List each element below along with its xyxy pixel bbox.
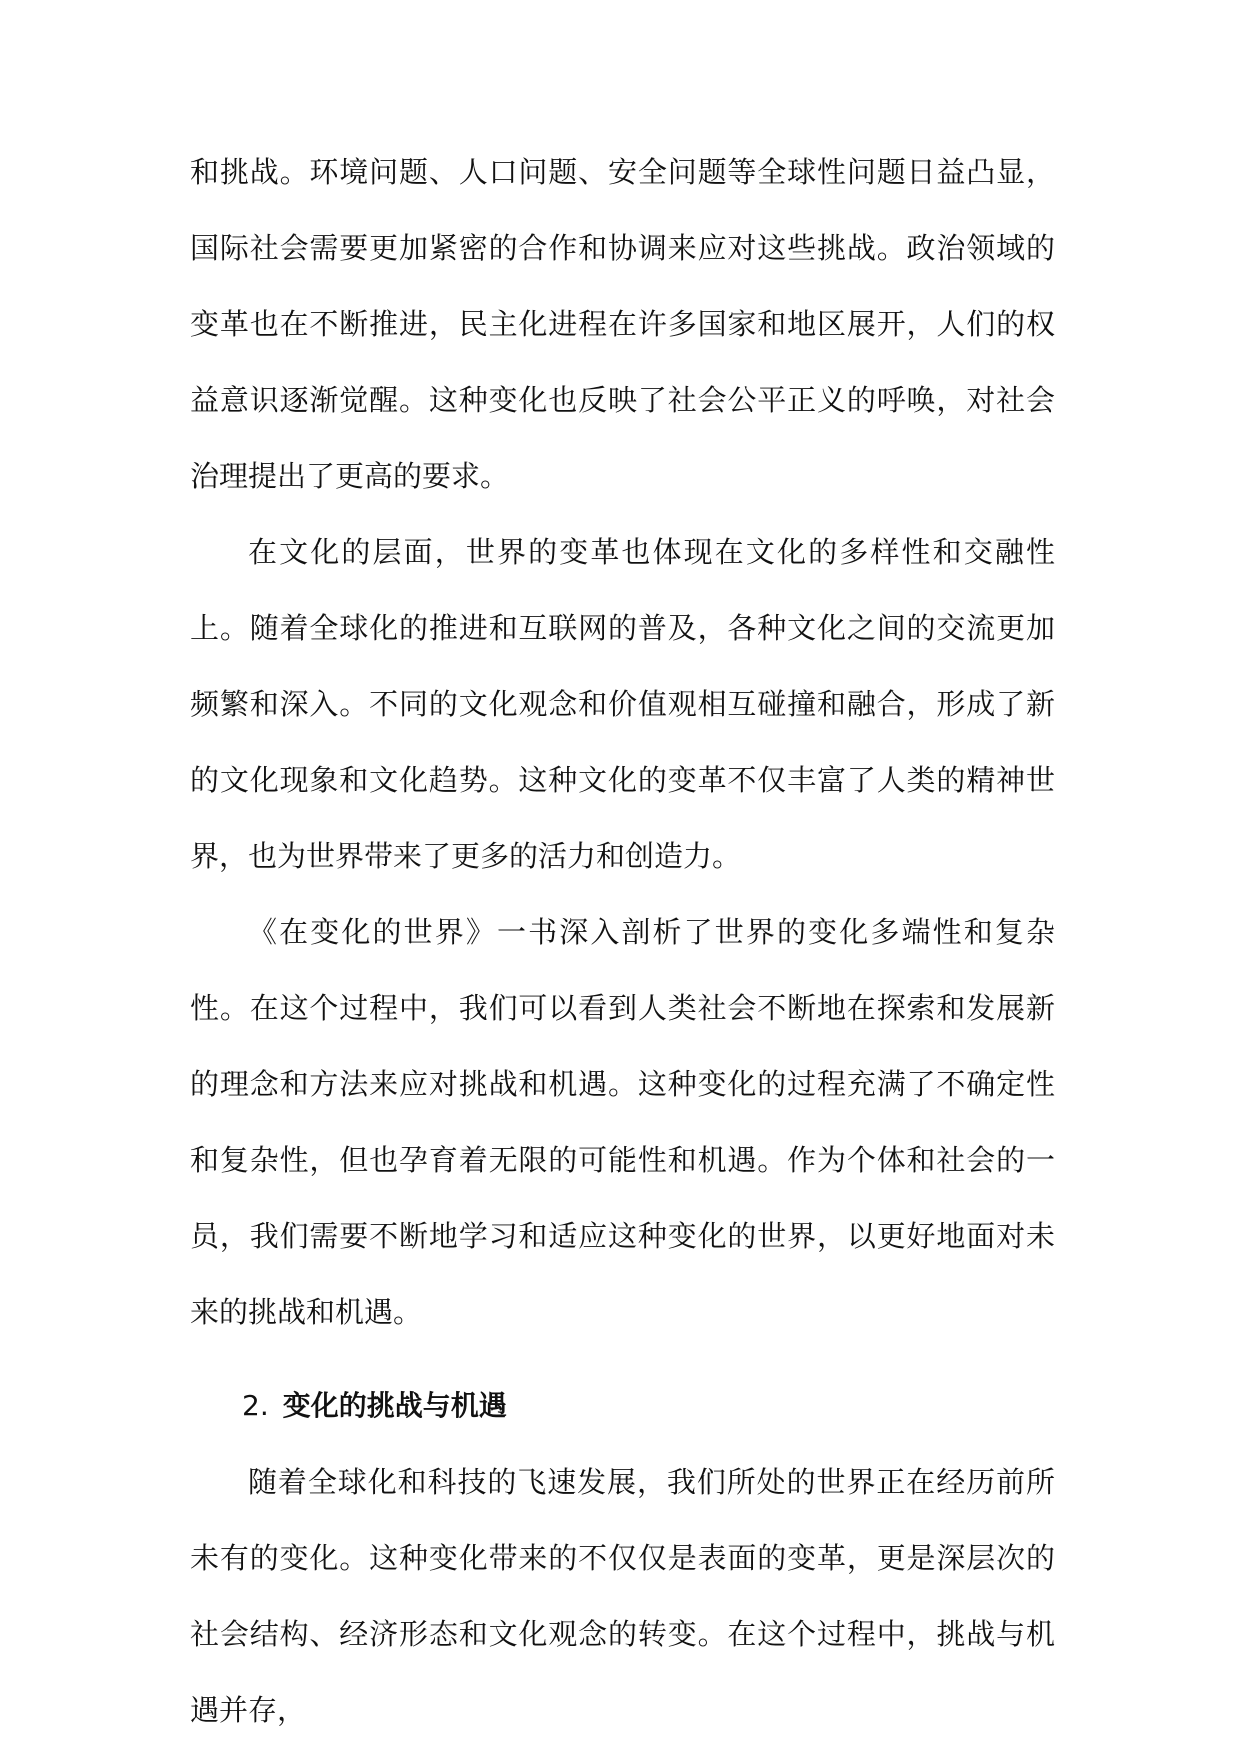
paragraph-cultural-change: 在文化的层面，世界的变革也体现在文化的多样性和交融性上。随着全球化的推进和互联网的普及，各种文化之间的交流更加频繁和深入。不同的文化观念和价值观相互碰撞和融合，形成了新的文化现象和文化趋势。这种文化的变革不仅丰富了人类的精神世界，也为世界带来了更多的活力和创造力。	[190, 535, 1055, 873]
paragraph-book-analysis: 《在变化的世界》一书深入剖析了世界的变化多端性和复杂性。在这个过程中，我们可以看到人类社会不断地在探索和发展新的理念和方法来应对挑战和机遇。这种变化的过程充满了不确定性和复杂性，但也孕育着无限的可能性和机遇。作为个体和社会的一员，我们需要不断地学习和适应这种变化的世界，以更好地面对未来的挑战和机遇。	[190, 915, 1055, 1329]
section-title: 变化的挑战与机遇	[282, 1389, 507, 1422]
paragraph-challenges-opportunities: 随着全球化和科技的飞速发展，我们所处的世界正在经历前所未有的变化。这种变化带来的不仅仅是表面的变革，更是深层次的社会结构、经济形态和文化观念的转变。在这个过程中，挑战与机遇并存，	[190, 1465, 1055, 1727]
document-body	[190, 134, 1055, 1748]
section-number: 2.	[242, 1389, 269, 1422]
section-heading	[190, 1368, 1055, 1444]
paragraph-global-issues: 和挑战。环境问题、人口问题、安全问题等全球性问题日益凸显，国际社会需要更加紧密的合作和协调来应对这些挑战。政治领域的变革也在不断推进，民主化进程在许多国家和地区展开，人们的权益意识逐渐觉醒。这种变化也反映了社会公平正义的呼唤，对社会治理提出了更高的要求。	[190, 155, 1055, 493]
